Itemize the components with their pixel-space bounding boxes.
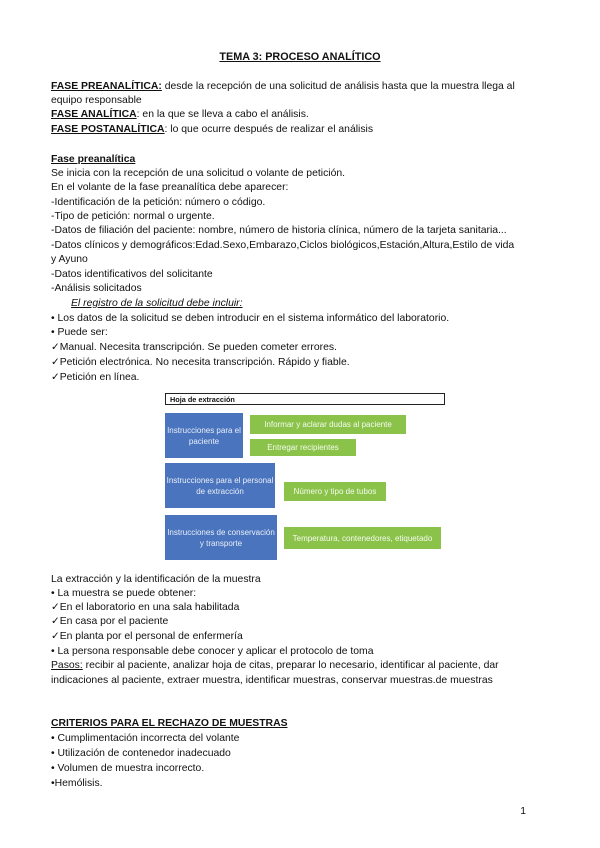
pre-line-1: Se inicia con la recepción de una solicitud o volante de petición. [51,168,346,179]
pre-line-2: En el volante de la fase preanalítica debe aparecer: [51,182,289,193]
registro-subheading: El registro de la solicitud debe incluir: [71,298,243,309]
phase-ana-line [51,108,309,121]
pre-line-4: -Tipo de petición: normal o urgente. [51,211,215,222]
page-number: 1 [520,806,526,817]
phase-pre-label: FASE PREANALÍTICA: [51,81,162,92]
pre-line-3: -Identificación de la petición: número o código. [51,197,266,208]
extr-line-2: • La muestra se puede obtener: [51,588,197,599]
pasos-line [51,659,499,672]
criterios-heading: CRITERIOS PARA EL RECHAZO DE MUESTRAS [51,718,288,729]
box-entregar-recipientes: Entregar recipientes [250,439,356,456]
pasos-text: recibir al paciente, analizar hoja de citas, preparar lo necesario, identificar al paciente, dar [82,660,499,671]
pre-line-13: ✓Manual. Necesita transcripción. Se pueden cometer errores. [51,342,337,353]
crit-line-1: • Cumplimentación incorrecta del volante [51,733,240,744]
phase-post-label: FASE POSTANALÍTICA [51,124,165,135]
pre-heading: Fase preanalítica [51,154,136,165]
box-instrucciones-personal: Instrucciones para el personal de extracción [165,463,275,508]
extr-line-3: ✓En el laboratorio en una sala habilitada [51,602,240,613]
phase-ana-text: : en la que se lleva a cabo el análisis. [136,109,309,120]
phase-post-text: : lo que ocurre después de realizar el análisis [164,124,374,135]
box-temperatura: Temperatura, contenedores, etiquetado [284,527,441,549]
extr-line-1: La extracción y la identificación de la muestra [51,574,261,585]
extraction-diagram [165,393,447,565]
crit-line-3: • Volumen de muestra incorrecto. [51,763,205,774]
phase-post-line [51,123,373,136]
page-title: TEMA 3: PROCESO ANALÍTICO [219,51,381,63]
extr-line-4: ✓En casa por el paciente [51,616,169,627]
pasos-label: Pasos: [51,660,83,671]
phase-pre-text-2: equipo responsable [51,95,142,106]
diagram-header: Hoja de extracción [165,393,445,405]
pre-line-14: ✓Petición electrónica. No necesita transcripción. Rápido y fiable. [51,357,350,368]
phase-pre-line [51,80,515,93]
phase-pre-text: desde la recepción de una solicitud de análisis hasta que la muestra llega al [161,81,515,92]
box-numero-tubos: Número y tipo de tubos [284,482,386,501]
extr-line-6: • La persona responsable debe conocer y aplicar el protocolo de toma [51,646,374,657]
pre-line-6: -Datos clínicos y demográficos:Edad.Sexo,Embarazo,Ciclos biológicos,Estación,Altura,Estilo de vida [51,240,515,251]
crit-line-2: • Utilización de contenedor inadecuado [51,748,231,759]
box-instrucciones-conservacion: Instrucciones de conservación y transporte [165,515,277,560]
pre-line-9: -Análisis solicitados [51,283,142,294]
pre-line-8: -Datos identificativos del solicitante [51,269,213,280]
box-instrucciones-paciente: Instrucciones para el paciente [165,413,243,458]
pre-line-7: y Ayuno [51,254,88,265]
extr-line-5: ✓En planta por el personal de enfermería [51,631,243,642]
pre-line-15: ✓Petición en línea. [51,372,140,383]
phase-ana-label: FASE ANALÍTICA [51,109,137,120]
crit-line-4: •Hemólisis. [51,778,103,789]
pre-line-5: -Datos de filiación del paciente: nombre, número de historia clínica, número de la tarjeta sanitaria... [51,225,507,236]
pre-line-11: • Los datos de la solicitud se deben introducir en el sistema informático del laboratorio. [51,313,450,324]
pre-line-12: • Puede ser: [51,327,108,338]
pasos-line-2: indicaciones al paciente, extraer muestra, identificar muestras, conservar muestras.de muestras [51,675,493,686]
box-informar-dudas: Informar y aclarar dudas al paciente [250,415,406,434]
